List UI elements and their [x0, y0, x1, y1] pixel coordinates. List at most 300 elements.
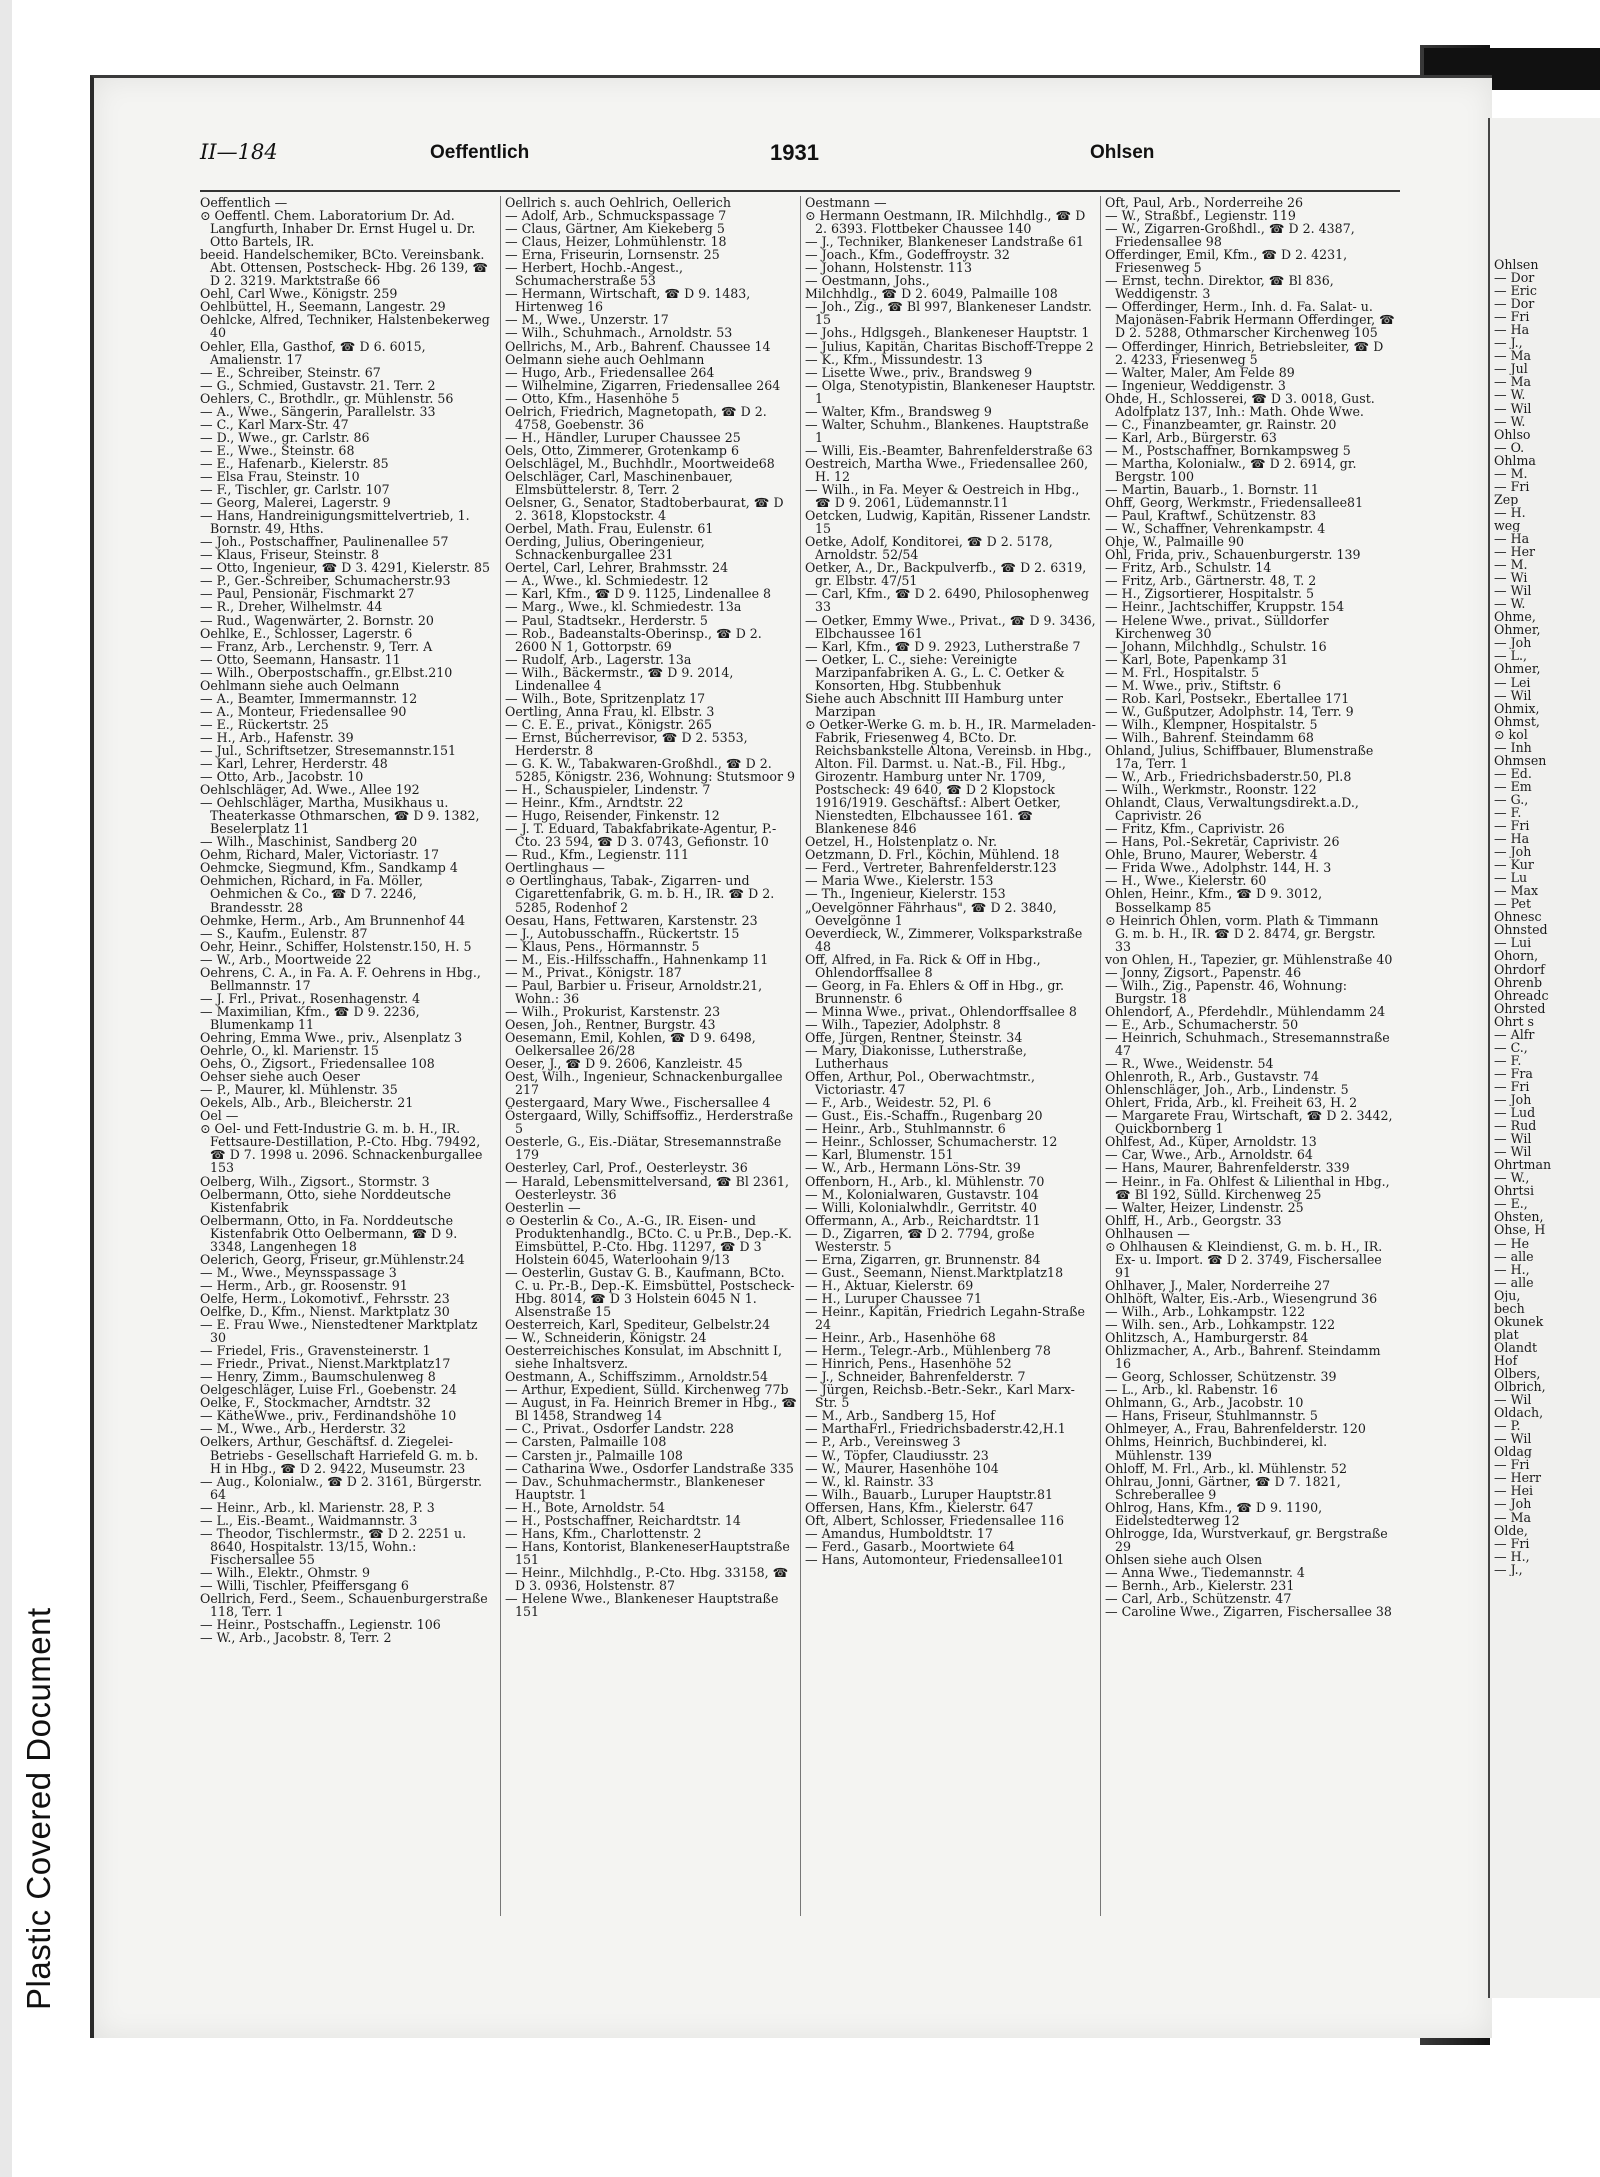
directory-entry: — KätheWwe., priv., Ferdinandshöhe 10: [200, 1408, 457, 1424]
directory-entry: — Carl, Kfm., ☎ D 2. 6490, Philosophenweg 33: [805, 586, 1089, 615]
directory-entry: ⊙ Hermann Oestmann, IR. Milchhdlg., ☎ D 2. 6393. Flottbeker Chaussee 140: [805, 208, 1086, 237]
adjacent-entry-fragment: — Ha: [1494, 323, 1530, 337]
directory-entry: — Walter, Schuhm., Blankenes. Hauptstraße 1: [805, 416, 1089, 445]
directory-entry: Offen, Arthur, Pol., Oberwachtmstr., Victoriastr. 47: [805, 1069, 1035, 1098]
directory-entry: — A., Wwe., kl. Schmiedestr. 12: [505, 573, 709, 589]
directory-entry: Oelfke, D., Kfm., Nienst. Marktplatz 30: [200, 1303, 450, 1319]
directory-entry: — M. Wwe., priv., Stiftstr. 6: [1105, 677, 1282, 693]
directory-entry: Ohl, Frida, priv., Schauenburgerstr. 139: [1105, 547, 1361, 563]
adjacent-entry-fragment: — Jul: [1494, 362, 1528, 376]
adjacent-entry-fragment: Ohrtsi: [1494, 1184, 1535, 1198]
directory-entry: — Anna Wwe., Tiedemannstr. 4: [1105, 1564, 1305, 1580]
directory-entry: — Offerdinger, Hinrich, Betriebsleiter, ☎ D 2. 4233, Friesenweg 5: [1105, 338, 1384, 367]
adjacent-page-column: [1494, 258, 1600, 1576]
directory-entry: — Wilh., Bahrenf. Steindamm 68: [1105, 729, 1314, 745]
adjacent-entry-fragment: — Wil: [1494, 584, 1532, 598]
directory-column-2: [500, 196, 797, 1916]
directory-entry: Off, Alfred, in Fa. Rick & Off in Hbg., Ohlendorffsallee 8: [805, 951, 1041, 980]
directory-entry: — W., Schneiderin, Königstr. 24: [505, 1330, 707, 1346]
directory-entry: — Claus, Gärtner, Am Kiekeberg 5: [505, 221, 725, 237]
directory-entry: Oellrich, Ferd., Seem., Schauenburgerstraße 118, Terr. 1: [200, 1591, 488, 1620]
adjacent-entry-fragment: Ohmer,: [1494, 623, 1541, 637]
directory-entry: — Wilh. sen., Arb., Lohkampstr. 122: [1105, 1317, 1336, 1333]
directory-entry: — Herm., Arb., gr. Roosenstr. 91: [200, 1277, 408, 1293]
adjacent-entry-fragment: — Em: [1494, 779, 1532, 793]
directory-entry: — Wilhelmine, Zigarren, Friedensallee 264: [505, 377, 781, 393]
adjacent-entry-fragment: — Joh: [1494, 636, 1532, 650]
directory-entry: — Wilh., in Fa. Meyer & Oestreich in Hbg., ☎ D 9. 2061, Lüdemannstr.11: [805, 482, 1080, 511]
adjacent-entry-fragment: — He: [1494, 1236, 1530, 1250]
directory-entry: — Jonny, Zigsort., Papenstr. 46: [1105, 964, 1302, 980]
directory-entry: Oelsner, G., Senator, Stadtoberbaurat, ☎ D 2. 3618, Klopstockstr. 4: [505, 495, 784, 524]
directory-entry: — Wilh., Bäckermstr., ☎ D 9. 2014, Lindenallee 4: [505, 664, 734, 693]
directory-entry: — Heinr., Arb., Hasenhöhe 68: [805, 1330, 996, 1346]
adjacent-entry-fragment: — W.,: [1494, 1171, 1530, 1185]
directory-entry: — Catharina Wwe., Osdorfer Landstraße 335: [505, 1460, 794, 1476]
directory-entry: Oel —: [200, 1108, 239, 1124]
directory-entry: Oesau, Hans, Fettwaren, Karstenstr. 23: [505, 912, 758, 928]
directory-entry: Offenborn, H., Arb., kl. Mühlenstr. 70: [805, 1173, 1045, 1189]
directory-entry: — Minna Wwe., privat., Ohlendorffsallee 8: [805, 1003, 1077, 1019]
directory-entry: — Walter, Heizer, Lindenstr. 25: [1105, 1199, 1304, 1215]
directory-entry: Ohlenschläger, Joh., Arb., Lindenstr. 5: [1105, 1082, 1349, 1098]
directory-entry: — Henry, Zimm., Baumschulenweg 8: [200, 1369, 436, 1385]
adjacent-entry-fragment: — J.,: [1494, 1562, 1523, 1576]
directory-entry: Ohlmeyer, A., Frau, Bahrenfelderstr. 120: [1105, 1421, 1366, 1437]
directory-entry: Oertlinghaus —: [505, 860, 605, 876]
directory-entry: Ohlrogge, Ida, Wurstverkauf, gr. Bergstraße 29: [1105, 1525, 1388, 1554]
directory-entry: — W., Töpfer, Claudiusstr. 23: [805, 1447, 989, 1463]
directory-entry: — Helene Wwe., Blankeneser Hauptstraße 151: [505, 1591, 779, 1620]
adjacent-entry-fragment: Ohsten,: [1494, 1210, 1544, 1224]
adjacent-entry-fragment: Ohmst,: [1494, 714, 1540, 728]
directory-entry: — Paul, Kraftwf., Schützenstr. 83: [1105, 508, 1317, 524]
directory-entry: — Olga, Stenotypistin, Blankeneser Hauptstr. 1: [805, 377, 1096, 406]
directory-entry: Oetcken, Ludwig, Kapitän, Rissener Landstr. 15: [805, 508, 1091, 537]
directory-entry: — Wilh., Bauarb., Luruper Hauptstr.81: [805, 1486, 1054, 1502]
directory-entry: Oehmcke, Siegmund, Kfm., Sandkamp 4: [200, 860, 458, 876]
directory-entry: Ohlff, H., Arb., Georgstr. 33: [1105, 1212, 1282, 1228]
directory-entry: — W., Arb., Moortweide 22: [200, 951, 372, 967]
directory-entry: Oehmichen, Richard, in Fa. Möller, Oehmichen & Co., ☎ D 7. 2246, Brandesstr. 28: [200, 873, 424, 915]
adjacent-entry-fragment: — Wil: [1494, 1393, 1532, 1407]
directory-entry: — Car, Wwe., Arb., Arnoldstr. 64: [1105, 1147, 1313, 1163]
directory-entry: — Oetker, Emmy Wwe., Privat., ☎ D 9. 3436, Elbchaussee 161: [805, 612, 1096, 641]
adjacent-entry-fragment: ⊙ kol: [1494, 727, 1528, 741]
directory-entry: Oehlers, C., Brothdlr., gr. Mühlenstr. 56: [200, 390, 454, 406]
directory-entry: Oeffentlich —: [200, 196, 288, 210]
adjacent-entry-fragment: bech: [1494, 1301, 1525, 1315]
directory-entry: — Adolf, Arb., Schmuckspassage 7: [505, 208, 727, 224]
directory-entry: — D., Zigarren, ☎ D 2. 7794, große Westerstr. 5: [805, 1225, 1035, 1254]
directory-entry: — M., Eis.-Hilfsschaffn., Hahnenkamp 11: [505, 951, 769, 967]
directory-entry: — K., Kfm., Missundestr. 13: [805, 351, 983, 367]
directory-entry: Oestreich, Martha Wwe., Friedensallee 260, H. 12: [805, 455, 1089, 484]
adjacent-entry-fragment: Oldach,: [1494, 1406, 1544, 1420]
directory-column-1: [200, 196, 492, 1916]
adjacent-entry-fragment: — Ha: [1494, 832, 1530, 846]
directory-entry: — Rud., Kfm., Legienstr. 111: [505, 847, 689, 863]
directory-entry: — Hans, Pol.-Sekretär, Caprivistr. 26: [1105, 834, 1340, 850]
adjacent-entry-fragment: — Hei: [1494, 1484, 1534, 1498]
directory-entry: — M., Kolonialwaren, Gustavstr. 104: [805, 1186, 1039, 1202]
directory-entry: — F., Tischler, gr. Carlstr. 107: [200, 482, 390, 498]
directory-entry: — Erna, Friseurin, Lornsenstr. 25: [505, 247, 720, 263]
adjacent-entry-fragment: — Lei: [1494, 675, 1531, 689]
directory-entry: Ohlhaver, J., Maler, Norderreihe 27: [1105, 1277, 1331, 1293]
directory-entry: Ohle, Bruno, Maurer, Weberstr. 4: [1105, 847, 1318, 863]
adjacent-entry-fragment: Ohlsen: [1494, 258, 1539, 272]
adjacent-entry-fragment: weg: [1494, 518, 1521, 532]
directory-entry: — Friedr., Privat., Nienst.Marktplatz17: [200, 1356, 451, 1372]
directory-entry: — Carsten jr., Palmaille 108: [505, 1447, 683, 1463]
directory-entry: — Maximilian, Kfm., ☎ D 9. 2236, Blumenkamp 11: [200, 1003, 420, 1032]
directory-entry: — S., Kaufm., Eulenstr. 87: [200, 925, 368, 941]
directory-entry: — W., Schaffner, Vehrenkampstr. 4: [1105, 521, 1326, 537]
directory-entry: Ohlmann, G., Arb., Jacobstr. 10: [1105, 1395, 1304, 1411]
directory-entry: — R., Wwe., Weidenstr. 54: [1105, 1056, 1274, 1072]
adjacent-entry-fragment: — Wil: [1494, 1432, 1532, 1446]
directory-entry: — M., Postschaffner, Bornkampsweg 5: [1105, 442, 1351, 458]
directory-entry: — H., Zigsortierer, Hospitalstr. 5: [1105, 586, 1315, 602]
directory-entry: — Rob., Badeanstalts-Oberinsp., ☎ D 2. 2600 N 1, Gottorpstr. 69: [505, 625, 762, 654]
directory-entry: — Wilh., Bote, Spritzenplatz 17: [505, 690, 706, 706]
directory-entry: — Paul, Barbier u. Friseur, Arnoldstr.21, Wohn.: 36: [505, 977, 763, 1006]
adjacent-entry-fragment: Ohlso: [1494, 427, 1531, 441]
directory-entry: — W., Gußputzer, Adolphstr. 14, Terr. 9: [1105, 703, 1354, 719]
directory-entry: — A., Beamter, Immermannstr. 12: [200, 690, 418, 706]
directory-entry: von Ohlen, H., Tapezier, gr. Mühlenstraße 40: [1105, 951, 1393, 967]
directory-entry: ⊙ Oertlinghaus, Tabak-, Zigarren- und Cigarettenfabrik, G. m. b. H., IR. ☎ D 2. 5285, Rodenhof 2: [505, 873, 775, 915]
directory-entry: — Joh., Zig., ☎ Bl 997, Blankeneser Landstr. 15: [805, 299, 1092, 328]
directory-entry: — Klaus, Friseur, Steinstr. 8: [200, 547, 380, 563]
directory-entry: Oehlbüttel, H., Seemann, Langestr. 29: [200, 299, 446, 315]
adjacent-entry-fragment: Ohrtman: [1494, 1158, 1552, 1172]
directory-entry: Oehser siehe auch Oeser: [200, 1069, 360, 1085]
directory-entry: Ohlitzsch, A., Hamburgerstr. 84: [1105, 1330, 1309, 1346]
directory-entry: Oesemann, Emil, Kohlen, ☎ D 9. 6498, Oelkersallee 26/28: [505, 1030, 756, 1059]
adjacent-entry-fragment: Ohlma: [1494, 453, 1536, 467]
directory-entry: — Oehlschläger, Martha, Musikhaus u. Theaterkasse Othmarschen, ☎ D 9. 1382, Beselerplatz 11: [200, 795, 480, 837]
header-rule: [200, 190, 1400, 192]
directory-entry: — Walter, Maler, Am Felde 89: [1105, 364, 1295, 380]
directory-entry: Ohlhausen —: [1105, 1225, 1190, 1241]
directory-entry: Oels, Otto, Zimmerer, Grotenkamp 6: [505, 442, 739, 458]
directory-entry: — W., Arb., Jacobstr. 8, Terr. 2: [200, 1630, 392, 1646]
year: 1931: [770, 140, 819, 165]
directory-entry: — Oesterlin, Gustav G. B., Kaufmann, BCto. C. u. Pr.-B., Dep.-K. Eimsbüttel, Postscheck- Hbg. 8014, ☎ D 3 Holstein 6045 N 1. Alsenstraße 15: [505, 1264, 795, 1319]
running-head-right: Ohlsen: [1090, 142, 1155, 163]
directory-entry: — Georg, Malerei, Lagerstr. 9: [200, 495, 391, 511]
directory-entry: Oehr, Heinr., Schiffer, Holstenstr.150, H. 5: [200, 938, 472, 954]
directory-entry: Siehe auch Abschnitt III Hamburg unter Marzipan: [805, 690, 1063, 719]
directory-entry: — Margarete Frau, Wirtschaft, ☎ D 2. 3442, Quickbornberg 1: [1105, 1108, 1393, 1137]
adjacent-entry-fragment: — Wil: [1494, 688, 1532, 702]
directory-entry: — Martin, Bauarb., 1. Bornstr. 11: [1105, 482, 1319, 498]
directory-entry: Oft, Albert, Schlosser, Friedensallee 116: [805, 1512, 1065, 1528]
directory-entry: — C., Privat., Osdorfer Landstr. 228: [505, 1421, 734, 1437]
directory-entry: — Franz, Arb., Lerchenstr. 9, Terr. A: [200, 638, 433, 654]
directory-entry: — W., Maurer, Hasenhöhe 104: [805, 1460, 999, 1476]
directory-entry: — Hans, Automonteur, Friedensallee101: [805, 1551, 1065, 1567]
directory-entry: Milchhdlg., ☎ D 2. 6049, Palmaille 108: [805, 286, 1058, 302]
directory-entry: — Lisette Wwe., priv., Brandsweg 9: [805, 364, 1033, 380]
adjacent-page: [1488, 118, 1600, 1998]
adjacent-entry-fragment: Ohme,: [1494, 610, 1536, 624]
adjacent-entry-fragment: Olbers,: [1494, 1366, 1541, 1381]
directory-entry: — Willi, Tischler, Pfeiffersgang 6: [200, 1577, 409, 1593]
directory-entry: — H., Aktuar, Kielerstr. 69: [805, 1277, 974, 1293]
directory-entry: — Joach., Kfm., Godeffroystr. 32: [805, 247, 1010, 263]
directory-entry: Offermann, A., Arb., Reichardtstr. 11: [805, 1212, 1041, 1228]
directory-entry: Ohde, H., Schlosserei, ☎ D 3. 0018, Gust. Adolfplatz 137, Inh.: Math. Ohde Wwe.: [1105, 390, 1375, 419]
directory-entry: — Ernst, techn. Direktor, ☎ Bl 836, Weddigenstr. 3: [1105, 273, 1334, 302]
directory-entry: — Karl, Kfm., ☎ D 9. 1125, Lindenallee 8: [505, 586, 772, 602]
directory-entry: — Walter, Kfm., Brandsweg 9: [805, 403, 992, 419]
directory-entry: — E., Schreiber, Steinstr. 67: [200, 364, 381, 380]
directory-entry: — Ernst, Bücherrevisor, ☎ D 2. 5353, Herderstr. 8: [505, 729, 748, 758]
directory-entry: ⊙ Oesterlin & Co., A.-G., IR. Eisen- und Produktenhandlg., BCto. C. u Pr.B., Dep.-K. Eimsbüttel, P.-Cto. Hbg. 11297, ☎ D 3 Holstein 6045, Waterloohain 9/13: [505, 1212, 792, 1267]
directory-entry: Ohlenroth, R., Arb., Gustavstr. 74: [1105, 1069, 1319, 1085]
adjacent-entry-fragment: — Ma: [1494, 349, 1532, 363]
directory-entry: — M., Privat., Königstr. 187: [505, 964, 682, 980]
directory-entry: — Hans, Kfm., Charlottenstr. 2: [505, 1525, 702, 1541]
directory-entry: Ohlen, Heinr., Kfm., ☎ D 9. 3012, Bosselkamp 85: [1105, 886, 1323, 915]
directory-entry: — W., Arb., Friedrichsbaderstr.50, Pl.8: [1105, 769, 1352, 785]
adjacent-entry-fragment: — Joh: [1494, 845, 1532, 859]
directory-entry: — Karl, Blumenstr. 151: [805, 1147, 954, 1163]
adjacent-entry-fragment: — Kur: [1494, 858, 1534, 872]
directory-entry: — Fritz, Kfm., Caprivistr. 26: [1105, 821, 1285, 837]
directory-entry: — Aug., Kolonialw., ☎ D 2. 3161, Bürgerstr. 64: [200, 1473, 483, 1502]
directory-entry: „Oevelgönner Fährhaus", ☎ D 2. 3840, Oevelgönne 1: [805, 899, 1057, 928]
adjacent-entry-fragment: — L.,: [1494, 649, 1527, 663]
directory-entry: Offerdinger, Emil, Kfm., ☎ D 2. 4231, Friesenweg 5: [1105, 247, 1348, 276]
directory-entry: — H., Wwe., Kielerstr. 60: [1105, 873, 1267, 889]
directory-entry: — Wilh., Arb., Lohkampstr. 122: [1105, 1303, 1306, 1319]
directory-entry: Ohlrog, Hans, Kfm., ☎ D 9. 1190, Eidelstedterweg 12: [1105, 1499, 1323, 1528]
directory-entry: Oertel, Carl, Lehrer, Brahmsstr. 24: [505, 560, 729, 576]
directory-entry: — Martha, Kolonialw., ☎ D 2. 6914, gr. Bergstr. 100: [1105, 455, 1357, 484]
directory-entry: — Wilh., Oberpostschaffn., gr.Elbst.210: [200, 664, 453, 680]
directory-entry: — Jul., Schriftsetzer, Stresemannstr.151: [200, 742, 457, 758]
directory-entry: — J., Autobusschaffn., Rückertstr. 15: [505, 925, 740, 941]
adjacent-entry-fragment: Oldag: [1494, 1445, 1532, 1459]
directory-entry: — G., Schmied, Gustavstr. 21. Terr. 2: [200, 377, 436, 393]
directory-entry: Ohland, Julius, Schiffbauer, Blumenstraße 17a, Terr. 1: [1105, 742, 1374, 772]
directory-entry: — Marg., Wwe., kl. Schmiedestr. 13a: [505, 599, 742, 615]
directory-entry: — Heinrich, Schuhmach., Stresemannstraße 47: [1105, 1030, 1390, 1059]
directory-entry: — Johs., Hdlgsgeh., Blankeneser Hauptstr. 1: [805, 325, 1090, 341]
directory-entry: beeid. Handelschemiker, BCto. Vereinsbank. Abt. Ottensen, Postscheck- Hbg. 26 139, ☎ D 2. 3219. Marktstraße 66: [200, 247, 489, 289]
directory-entry: Oetker, A., Dr., Backpulverfb., ☎ D 2. 6319, gr. Elbstr. 47/51: [805, 560, 1087, 589]
directory-entry: — Heinr., Postschaffn., Legienstr. 106: [200, 1617, 441, 1633]
directory-entry: Oertling, Anna Frau, kl. Elbstr. 3: [505, 703, 715, 719]
directory-entry: Oehring, Emma Wwe., priv., Alsenplatz 3: [200, 1030, 463, 1045]
directory-entry: Ohloff, M. Frl., Arb., kl. Mühlenstr. 52: [1105, 1460, 1347, 1476]
directory-entry: Oehl, Carl Wwe., Königstr. 259: [200, 286, 398, 302]
adjacent-entry-fragment: — Wil: [1494, 1132, 1532, 1146]
directory-entry: — Heinr., Schlosser, Schumacherstr. 12: [805, 1134, 1058, 1150]
directory-entry: — Carsten, Palmaille 108: [505, 1434, 667, 1450]
directory-entry: — P., Arb., Vereinsweg 3: [805, 1434, 961, 1450]
directory-entry: — R., Dreher, Wilhelmstr. 44: [200, 599, 383, 615]
directory-entry: Ohlert, Frida, Arb., kl. Freiheit 63, H. 2: [1105, 1095, 1358, 1111]
directory-entry: — E., Hafenarb., Kielerstr. 85: [200, 455, 389, 471]
adjacent-entry-fragment: — Herr: [1494, 1471, 1542, 1485]
directory-entry: — Herbert, Hochb.-Angest., Schumacherstraße 53: [505, 260, 683, 289]
directory-entry: — Maria Wwe., Kielerstr. 153: [805, 873, 994, 889]
adjacent-entry-fragment: Hof: [1494, 1353, 1518, 1367]
directory-entry: ⊙ Oel- und Fett-Industrie G. m. b. H., IR. Fettsaure-Destillation, P.-Cto. Hbg. 79492, ☎ D 7. 1998 u. 2096. Schnackenburgallee 153: [200, 1121, 483, 1176]
directory-entry: — Ferd., Vertreter, Bahrenfelderstr.123: [805, 860, 1057, 876]
directory-entry: ⊙ Ohlhausen & Kleindienst, G. m. b. H., IR. Ex- u. Import. ☎ D 2. 3749, Fischersallee 91: [1105, 1238, 1383, 1280]
adjacent-entry-fragment: — W.: [1494, 597, 1526, 611]
directory-entry: Oehrens, C. A., in Fa. A. F. Oehrens in Hbg., Bellmannstr. 17: [200, 964, 481, 993]
directory-entry: Oest, Wilh., Ingenieur, Schnackenburgallee 217: [505, 1069, 783, 1098]
adjacent-entry-fragment: Ohorn,: [1494, 949, 1539, 963]
adjacent-entry-fragment: — Wil: [1494, 1145, 1532, 1159]
directory-entry: Ohlrau, Jonni, Gärtner, ☎ D 7. 1821, Schreberallee 9: [1105, 1473, 1341, 1502]
directory-entry: — Otto, Arb., Jacobstr. 10: [200, 769, 364, 785]
directory-entry: Oehler, Ella, Gasthof, ☎ D 6. 6015, Amalienstr. 17: [200, 338, 426, 367]
directory-entry: — Johann, Holstenstr. 113: [805, 260, 972, 276]
directory-entry: Oehs, O., Zigsort., Friedensallee 108: [200, 1056, 435, 1072]
directory-entry: — Wilh., Klempner, Hospitalstr. 5: [1105, 716, 1318, 732]
adjacent-entry-fragment: — Ed.: [1494, 766, 1532, 780]
directory-entry: — Rob. Karl, Postsekr., Ebertallee 171: [1105, 690, 1350, 706]
directory-entry: — Arthur, Expedient, Sülld. Kirchenweg 77b: [505, 1382, 789, 1398]
directory-entry: — H., Postschaffner, Reichardtstr. 14: [505, 1512, 741, 1528]
side-label: [20, 1310, 60, 2010]
adjacent-entry-fragment: Ohrsted: [1494, 1001, 1546, 1015]
directory-entry: Ohlms, Heinrich, Buchbinderei, kl. Mühlenstr. 139: [1105, 1434, 1328, 1463]
directory-entry: — H., Händler, Luruper Chaussee 25: [505, 429, 741, 445]
directory-entry: — Hans, Kontorist, BlankeneserHauptstraße 151: [505, 1538, 790, 1567]
directory-entry: — A., Monteur, Friedensallee 90: [200, 703, 407, 719]
plastic-covered-label: Plastic Covered Document: [20, 1607, 57, 2010]
directory-column-4: [1100, 196, 1395, 1916]
directory-entry: Oellrichs, M., Arb., Bahrenf. Chaussee 14: [505, 338, 771, 354]
directory-entry: Oelbermann, Otto, in Fa. Norddeutsche Kistenfabrik Otto Oelbermann, ☎ D 9. 3348, Langenhegen 18: [200, 1212, 458, 1254]
directory-entry: ⊙ Heinrich Ohlen, vorm. Plath & Timmann G. m. b. H., IR. ☎ D 2. 8474, gr. Bergstr. 33: [1105, 912, 1379, 954]
directory-entry: — Wilh., Werkmstr., Roonstr. 122: [1105, 782, 1317, 798]
directory-entry: Oehm, Richard, Maler, Victoriastr. 17: [200, 847, 439, 863]
page-header: [200, 140, 1440, 180]
directory-entry: Ohlandt, Claus, Verwaltungsdirekt.a.D., Caprivistr. 26: [1105, 795, 1359, 824]
directory-entry: — Heinr., Arb., Stuhlmannstr. 6: [805, 1121, 1006, 1137]
directory-entry: — M., Arb., Sandberg 15, Hof: [805, 1408, 995, 1424]
directory-entry: — Paul, Pensionär, Fischmarkt 27: [200, 586, 415, 602]
directory-entry: — Erna, Zigarren, gr. Brunnenstr. 84: [805, 1251, 1041, 1267]
directory-entry: — C., Finanzbeamter, gr. Rainstr. 20: [1105, 416, 1337, 432]
directory-entry: Oelrich, Friedrich, Magnetopath, ☎ D 2. 4758, Goebenstr. 36: [505, 403, 767, 432]
directory-entry: — Heinr., Kapitän, Friedrich Legahn-Straße 24: [805, 1303, 1085, 1333]
directory-entry: Oekels, Alb., Arb., Bleicherstr. 21: [200, 1095, 414, 1111]
directory-entry: — Elsa Frau, Steinstr. 10: [200, 468, 360, 484]
directory-entry: — J., Schneider, Bahrenfelderstr. 7: [805, 1369, 1026, 1385]
directory-entry: — Ferd., Gasarb., Moortwiete 64: [805, 1538, 1015, 1554]
directory-entry: — E. Frau Wwe., Nienstedtener Marktplatz 30: [200, 1317, 478, 1346]
directory-entry: — H., Schauspieler, Lindenstr. 7: [505, 782, 711, 798]
directory-entry: — Willi, Kolonialwhdlr., Gerritstr. 40: [805, 1199, 1037, 1215]
directory-entry: — Herm., Telegr.-Arb., Mühlenberg 78: [805, 1343, 1051, 1359]
directory-entry: Oelke, F., Stockmacher, Arndtstr. 32: [200, 1395, 431, 1411]
directory-entry: — Karl, Kfm., ☎ D 9. 2923, Lutherstraße 7: [805, 638, 1081, 654]
adjacent-entry-fragment: — M.: [1494, 466, 1528, 480]
directory-entry: — Wilh., Prokurist, Karstenstr. 23: [505, 1003, 721, 1019]
directory-entry: Oeser, J., ☎ D 9. 2606, Kanzleistr. 45: [505, 1056, 743, 1072]
directory-entry: — Harald, Lebensmittelversand, ☎ Bl 2361, Oesterleystr. 36: [505, 1173, 789, 1202]
adjacent-entry-fragment: — C.,: [1494, 1040, 1528, 1054]
adjacent-entry-fragment: Ohrdorf: [1494, 962, 1545, 976]
directory-entry: — Otto, Seemann, Hansastr. 11: [200, 651, 401, 667]
directory-entry: — Claus, Heizer, Lohmühlenstr. 18: [505, 234, 727, 250]
directory-entry: — Heinr., Jachtschiffer, Kruppstr. 154: [1105, 599, 1345, 615]
directory-entry: — P., Maurer, kl. Mühlenstr. 35: [200, 1082, 398, 1098]
adjacent-entry-fragment: — Eric: [1494, 284, 1537, 298]
directory-entry: Oehlke, E., Schlosser, Lagerstr. 6: [200, 625, 413, 641]
directory-entry: Oesterreichisches Konsulat, im Abschnitt I, siehe Inhaltsverz.: [505, 1343, 782, 1372]
directory-entry: Oetke, Adolf, Konditorei, ☎ D 2. 5178, Arnoldstr. 52/54: [805, 534, 1053, 563]
directory-entry: — Klaus, Pens., Hörmannstr. 5: [505, 938, 700, 954]
directory-entry: — Ingenieur, Weddigenstr. 3: [1105, 377, 1286, 393]
directory-entry: Oelkers, Arthur, Geschäftsf. d. Ziegelei-Betriebs - Gesellschaft Harriefeld G. m. b. H in Hbg., ☎ D 2. 9422, Museumstr. 23: [200, 1434, 479, 1476]
directory-entry: — Hans, Handreinigungsmittelvertrieb, 1. Bornstr. 49, Hths.: [200, 508, 470, 537]
directory-entry: — Wilh., Zig., Papenstr. 46, Wohnung: Burgstr. 18: [1105, 977, 1348, 1006]
directory-entry: — Fritz, Arb., Gärtnerstr. 48, T. 2: [1105, 573, 1317, 589]
directory-entry: — Helene Wwe., privat., Sülldorfer Kirchenweg 30: [1105, 612, 1329, 641]
adjacent-entry-fragment: Ohrenb: [1494, 975, 1543, 989]
directory-entry: — A., Wwe., Sängerin, Parallelstr. 33: [200, 403, 436, 419]
directory-entry: Oesterle, G., Eis.-Diätar, Stresemannstraße 179: [505, 1134, 782, 1163]
directory-entry: — E., Arb., Schumacherstr. 50: [1105, 1016, 1299, 1032]
adjacent-entry-fragment: Olbrich,: [1494, 1380, 1546, 1394]
adjacent-entry-fragment: — F.: [1494, 805, 1522, 820]
adjacent-entry-fragment: — Fri: [1494, 1458, 1530, 1472]
adjacent-entry-fragment: Ohreadc: [1494, 988, 1549, 1002]
directory-entry: Oesterley, Carl, Prof., Oesterleystr. 36: [505, 1160, 748, 1176]
directory-entry: — Rud., Wagenwärter, 2. Bornstr. 20: [200, 612, 434, 628]
directory-entry: — L., Arb., kl. Rabenstr. 16: [1105, 1382, 1278, 1398]
directory-entry: — F., Arb., Weidestr. 52, Pl. 6: [805, 1095, 992, 1111]
directory-entry: Oelerich, Georg, Friseur, gr.Mühlenstr.24: [200, 1251, 465, 1267]
directory-entry: — Wilh., Elektr., Ohmstr. 9: [200, 1564, 371, 1580]
adjacent-entry-fragment: — Fri: [1494, 310, 1530, 324]
adjacent-entry-fragment: — Fra: [1494, 1066, 1533, 1080]
directory-entry: Oetzel, H., Holstenplatz o. Nr.: [805, 834, 997, 850]
directory-entry: — Willi, Eis.-Beamter, Bahrenfelderstraße 63: [805, 442, 1093, 458]
directory-entry: — W., kl. Rainstr. 33: [805, 1473, 934, 1489]
directory-entry: — Th., Ingenieur, Kielerstr. 153: [805, 886, 1006, 902]
directory-entry: — Carl, Arb., Schützenstr. 47: [1105, 1591, 1292, 1607]
adjacent-entry-fragment: Ohnesc: [1494, 910, 1542, 924]
directory-entry: Oelgeschläger, Luise Frl., Goebenstr. 24: [200, 1382, 457, 1398]
adjacent-entry-fragment: — Lu: [1494, 871, 1528, 885]
directory-entry: — M., Wwe., Arb., Herderstr. 32: [200, 1421, 407, 1437]
directory-entry: — Frida Wwe., Adolphstr. 144, H. 3: [1105, 860, 1332, 876]
adjacent-entry-fragment: — alle: [1494, 1249, 1534, 1263]
adjacent-entry-fragment: — Pet: [1494, 897, 1532, 911]
adjacent-entry-fragment: — H.,: [1494, 1262, 1530, 1276]
directory-entry: — M., Wwe., Meynsspassage 3: [200, 1264, 397, 1280]
directory-entry: — E., Wwe., Steinstr. 68: [200, 442, 355, 458]
directory-entry: — Bernh., Arb., Kielerstr. 231: [1105, 1577, 1295, 1593]
directory-entry: — Karl, Lehrer, Herderstr. 48: [200, 756, 388, 772]
directory-entry: Oehlschläger, Ad. Wwe., Allee 192: [200, 782, 420, 798]
adjacent-entry-fragment: Ohmsen: [1494, 753, 1547, 767]
adjacent-entry-fragment: — O.: [1494, 440, 1525, 454]
